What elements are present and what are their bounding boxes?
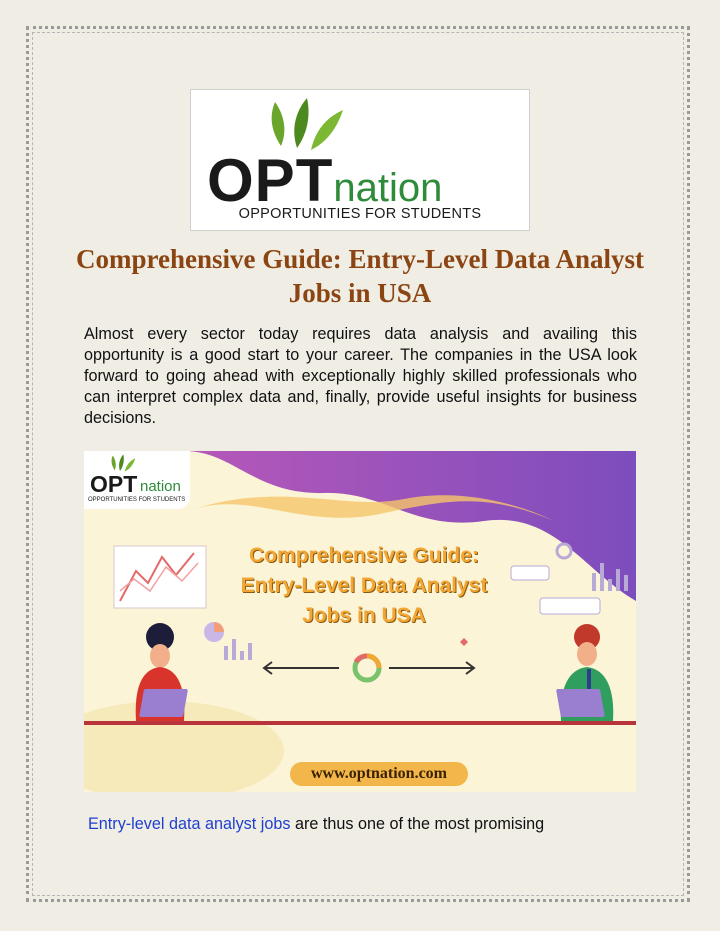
banner-heading-line3: Jobs in USA bbox=[302, 604, 426, 627]
banner-image bbox=[84, 451, 636, 792]
banner-url: www.optnation.com bbox=[310, 765, 447, 782]
banner-url-pill bbox=[290, 762, 468, 786]
banner-heading bbox=[214, 541, 514, 631]
document-title: Comprehensive Guide: Entry-Level Data Analyst Jobs in USA bbox=[76, 244, 644, 308]
banner-leaves-icon bbox=[108, 453, 138, 473]
logo-opt-text: OPT bbox=[207, 147, 334, 214]
banner-logo-nation: nation bbox=[140, 478, 181, 495]
banner-heading-line1: Comprehensive Guide: bbox=[249, 544, 479, 567]
entry-level-jobs-link[interactable]: Entry-level data analyst jobs bbox=[88, 815, 291, 833]
closing-paragraph bbox=[88, 815, 648, 834]
banner-heading-line2: Entry-Level Data Analyst bbox=[240, 574, 488, 597]
banner-logo-tagline: OPPORTUNITIES FOR STUDENTS bbox=[88, 497, 186, 503]
logo-nation-text: nation bbox=[333, 166, 443, 210]
intro-paragraph: Almost every sector today requires data analysis and availing this opportunity is a good start to your career. The companies in the USA look forward to going ahead with exceptionally highly skilled professionals who can interpret complex data and, finally, provide useful insights for business decisions. bbox=[84, 325, 637, 427]
banner-logo-opt: OPT bbox=[90, 471, 138, 497]
closing-text: are thus one of the most promising bbox=[290, 815, 545, 833]
leaves-icon bbox=[261, 96, 351, 152]
banner-logo bbox=[84, 451, 190, 509]
logo-tagline: OPPORTUNITIES FOR STUDENTS bbox=[238, 206, 482, 222]
optnation-logo bbox=[190, 89, 530, 231]
